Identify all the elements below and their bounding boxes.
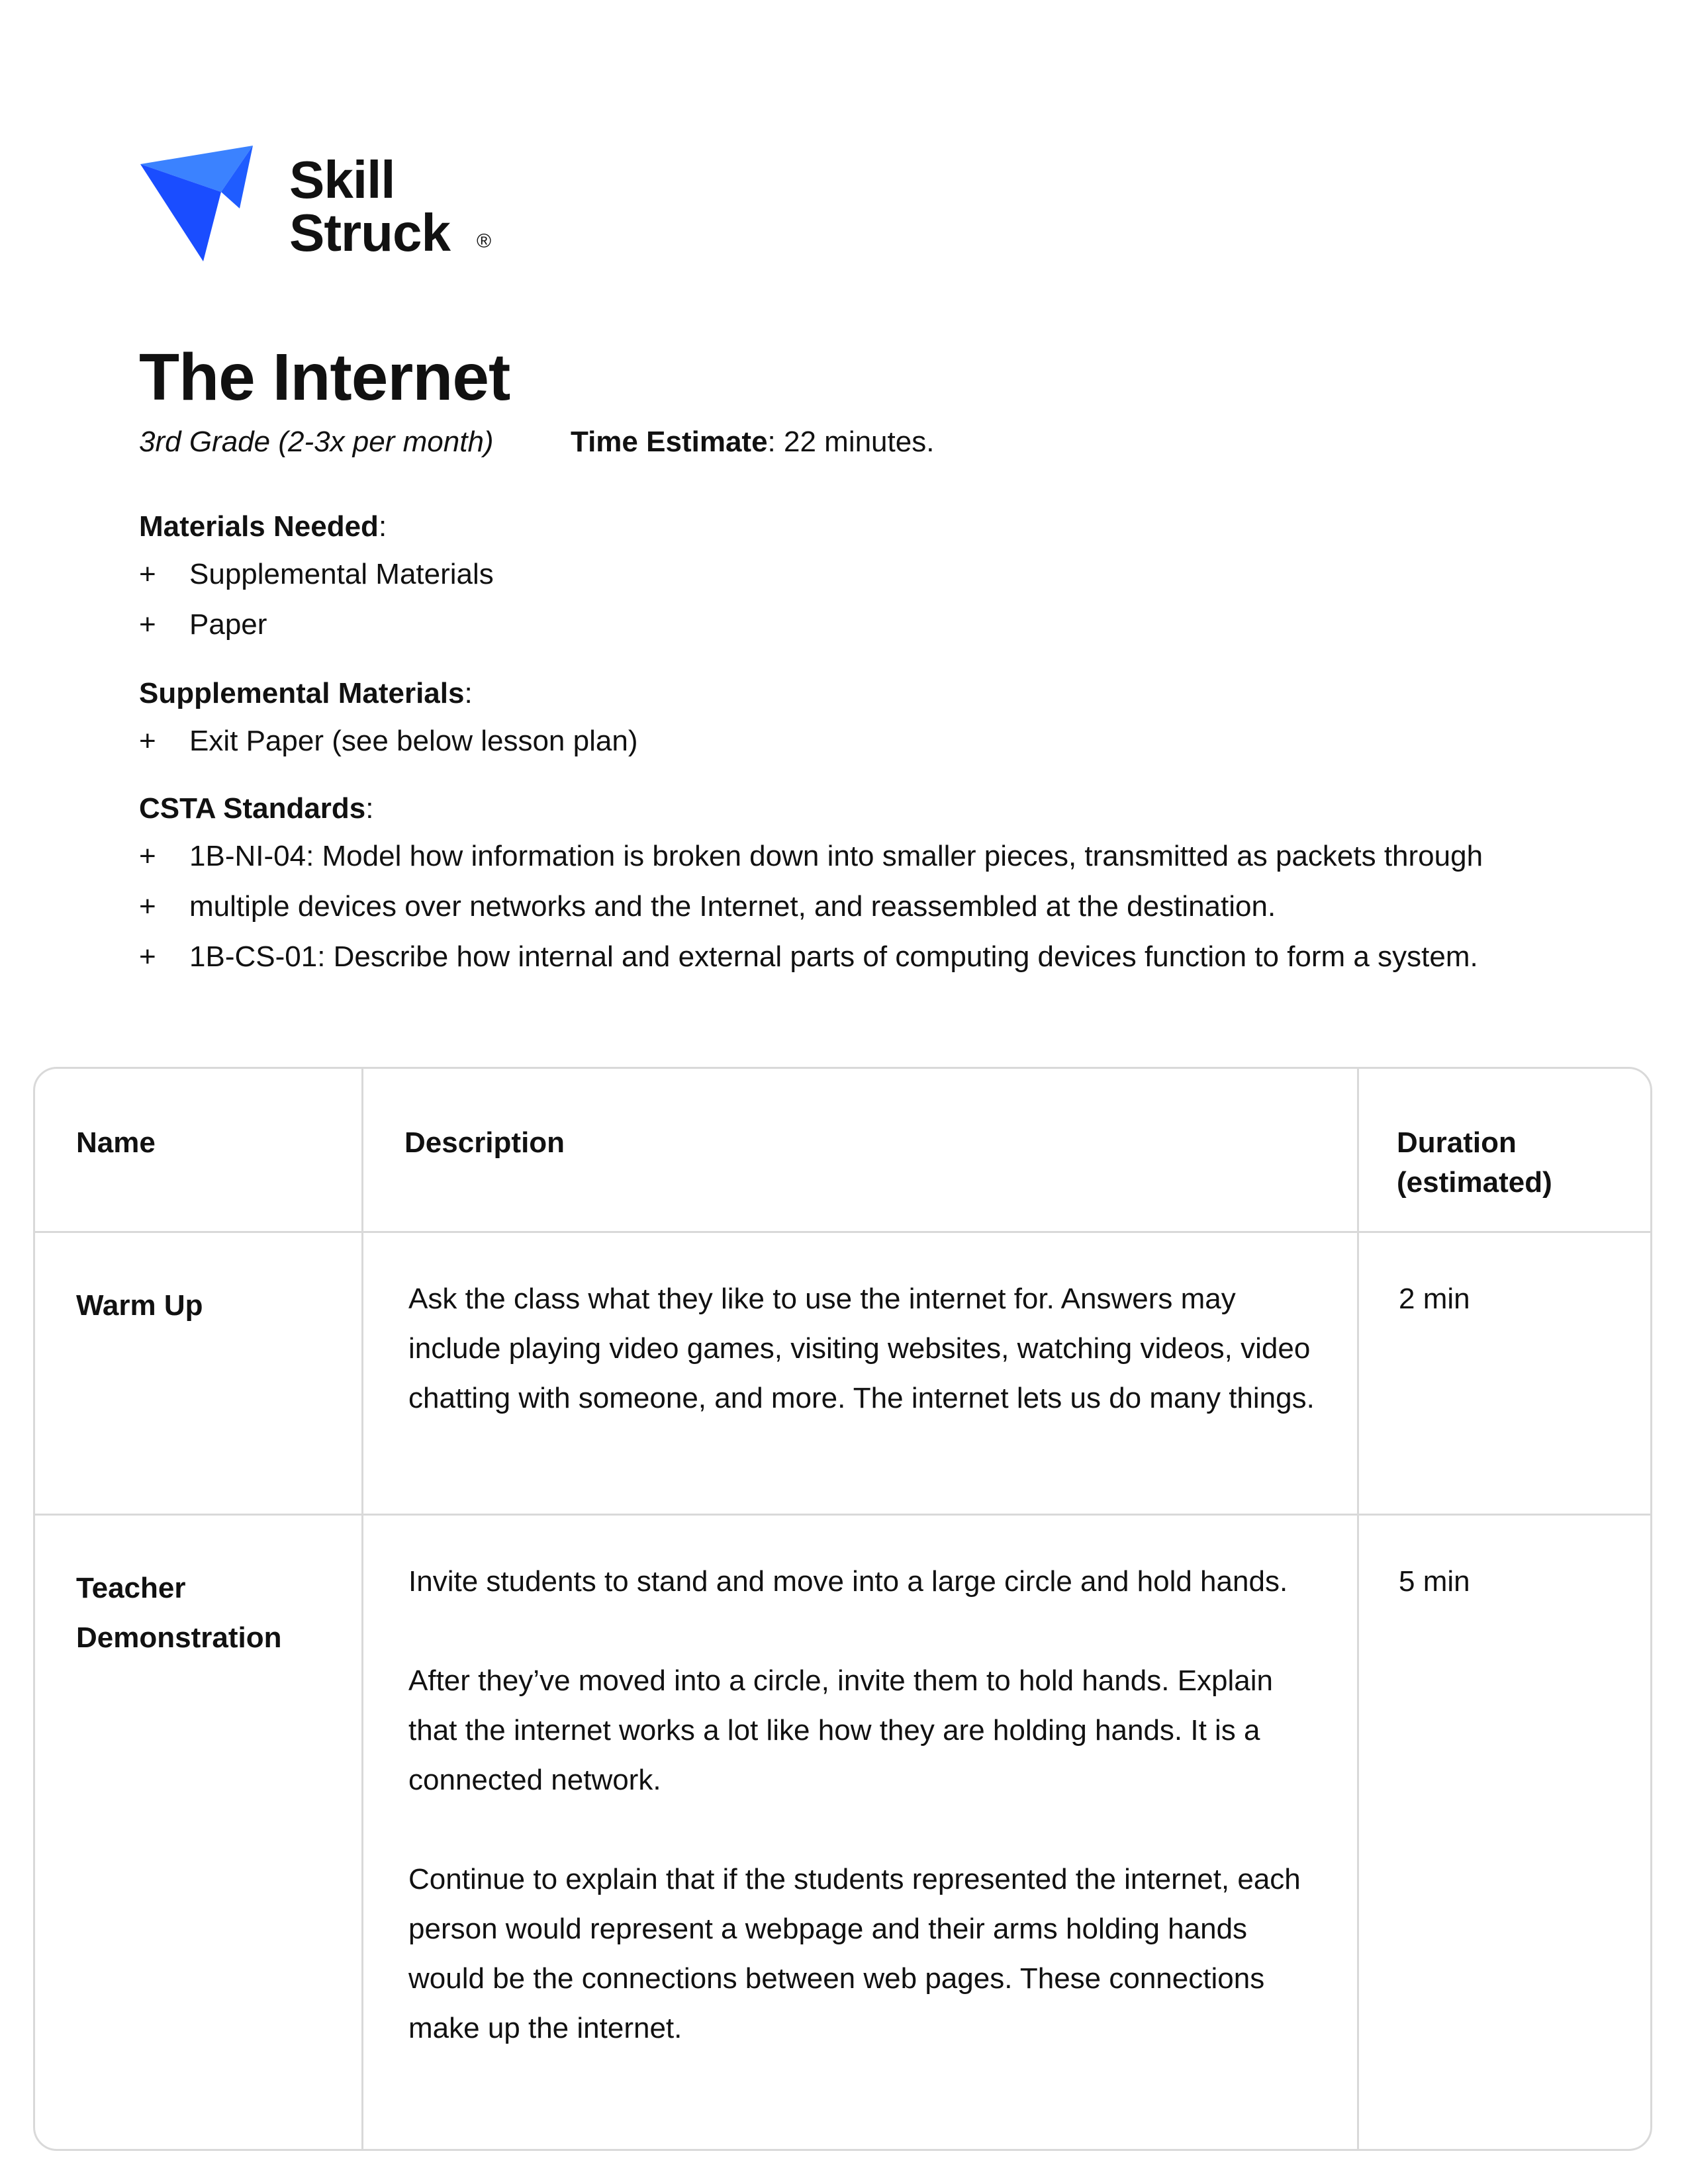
- bullet-plus-icon: +: [139, 608, 156, 641]
- logo-wordmark: [289, 150, 450, 262]
- description-paragraph: After they’ve moved into a circle, invite them to hold hands. Explain that the internet works a lot like how they are holding hands. It is a connected network.: [408, 1664, 1274, 1796]
- supplemental-list: [139, 716, 1635, 766]
- bullet-plus-icon: +: [139, 890, 156, 923]
- header-duration-line2: (estimated): [1397, 1166, 1552, 1199]
- registered-mark: ®: [477, 230, 492, 252]
- list-item-text: Paper: [189, 608, 267, 641]
- list-item: [139, 831, 1635, 882]
- standards-list: [139, 831, 1635, 982]
- supplemental-heading-text: Supplemental Materials: [139, 677, 465, 709]
- list-item-text: multiple devices over networks and the Internet, and reassembled at the destination.: [189, 890, 1276, 923]
- bullet-plus-icon: +: [139, 940, 156, 973]
- description-paragraph: Continue to explain that if the students represented the internet, each person would represent a webpage and their arms holding hands would be the connections between web pages. These connections make up the internet.: [408, 1863, 1301, 2044]
- standards-heading-text: CSTA Standards: [139, 792, 366, 825]
- row-warm-up-description: [408, 1274, 1315, 1423]
- bullet-plus-icon: +: [139, 725, 156, 757]
- row-warm-up-duration: 2 min: [1399, 1283, 1470, 1315]
- row-teacher-demo-duration: 5 min: [1399, 1565, 1470, 1598]
- list-item: [139, 882, 1635, 932]
- description-paragraph: Invite students to stand and move into a large circle and hold hands.: [408, 1565, 1288, 1598]
- supplemental-heading-colon: :: [464, 677, 473, 709]
- lesson-table: [33, 1067, 1652, 2151]
- row-warm-up-name: [76, 1286, 203, 1326]
- standards-heading-colon: :: [365, 792, 374, 825]
- logo-word-struck: Struck: [289, 203, 450, 262]
- row-divider: [35, 1231, 1650, 1233]
- list-item: [139, 549, 1635, 600]
- list-item-text: Supplemental Materials: [189, 558, 494, 590]
- time-estimate-value: : 22 minutes.: [767, 426, 935, 458]
- bullet-plus-icon: +: [139, 840, 156, 872]
- time-estimate-label: Time Estimate: [571, 426, 768, 458]
- row-name-line1: Warm Up: [76, 1289, 203, 1322]
- lesson-meta: [139, 424, 935, 461]
- row-divider: [35, 1514, 1650, 1516]
- header-description: Description: [404, 1126, 565, 1159]
- list-item-text: 1B-CS-01: Describe how internal and external parts of computing devices function to form a system.: [189, 940, 1478, 973]
- time-estimate: [571, 424, 934, 461]
- materials-list: [139, 549, 1635, 650]
- materials-heading-text: Materials Needed: [139, 510, 379, 543]
- description-paragraph: Ask the class what they like to use the internet for. Answers may include playing video games, visiting websites, watching videos, video chatting with someone, and more. The internet lets us do many things.: [408, 1283, 1315, 1414]
- page-title: The Internet: [139, 340, 510, 414]
- list-item-text: 1B-NI-04: Model how information is broken down into smaller pieces, transmitted as packets through: [189, 840, 1483, 872]
- skill-struck-logo: [140, 146, 511, 271]
- list-item: [139, 600, 1635, 650]
- row-name-line2: Demonstration: [76, 1621, 282, 1654]
- logo-word-skill: Skill: [289, 150, 395, 209]
- list-item: [139, 716, 1635, 766]
- logo-mark-icon: [140, 146, 256, 261]
- list-item-text: Exit Paper (see below lesson plan): [189, 725, 638, 757]
- list-item: [139, 932, 1635, 982]
- standards-heading: [139, 790, 374, 827]
- row-name-line1: Teacher: [76, 1572, 186, 1604]
- supplemental-heading: [139, 675, 473, 712]
- row-teacher-demo-name: [76, 1569, 281, 1658]
- materials-heading-colon: :: [378, 510, 387, 543]
- materials-heading: [139, 508, 387, 545]
- header-duration-line1: Duration: [1397, 1126, 1517, 1159]
- header-duration: [1397, 1123, 1552, 1203]
- grade-level: 3rd Grade (2-3x per month): [139, 426, 494, 458]
- header-name: Name: [76, 1126, 156, 1159]
- row-teacher-demo-description: [408, 1557, 1315, 2053]
- bullet-plus-icon: +: [139, 558, 156, 590]
